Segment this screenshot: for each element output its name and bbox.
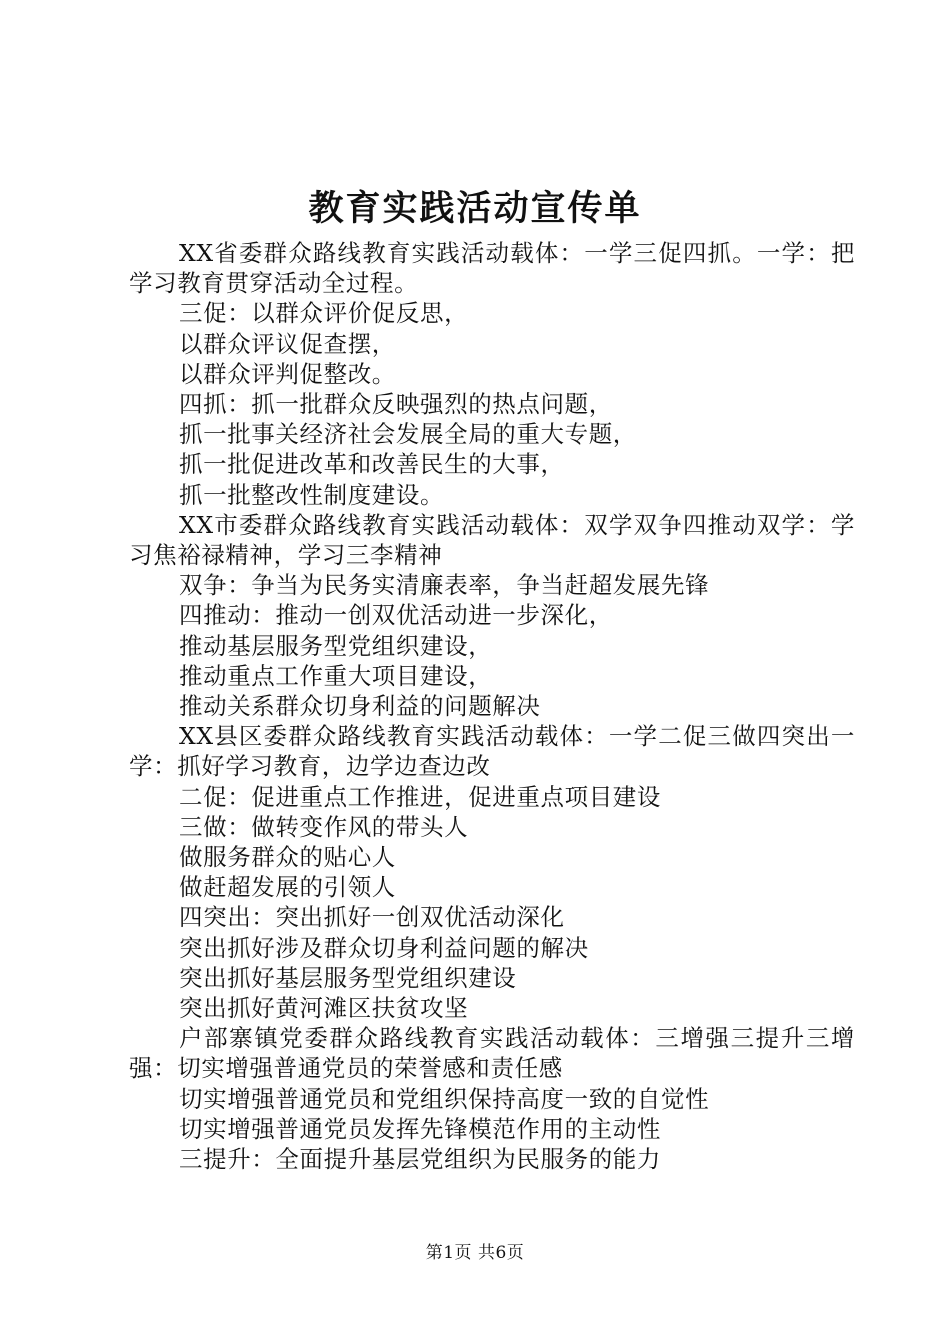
paragraph: 四突出：突出抓好一创双优活动深化	[179, 903, 565, 932]
paragraph: 切实增强普通党员和党组织保持高度一致的自觉性	[179, 1084, 710, 1113]
document-title: 教育实践活动宣传单	[308, 188, 642, 229]
paragraph: 突出抓好涉及群众切身利益问题的解决	[179, 933, 589, 962]
paragraph: 三促：以群众评价促反思，	[179, 299, 469, 328]
document-body	[129, 238, 855, 1174]
paragraph: XX省委群众路线教育实践活动载体：一学三促四抓。一学：把学习教育贯穿活动全过程。	[129, 239, 855, 298]
paragraph: 四推动：推动一创双优活动进一步深化，	[179, 601, 613, 630]
paragraph: 三做：做转变作风的带头人	[179, 812, 469, 841]
paragraph: XX县区委群众路线教育实践活动载体：一学二促三做四突出一学：抓好学习教育，边学边查边改	[129, 722, 855, 781]
paragraph: 四抓：抓一批群众反映强烈的热点问题，	[179, 390, 613, 419]
paragraph: 推动关系群众切身利益的问题解决	[179, 692, 541, 721]
paragraph: 突出抓好黄河滩区扶贫攻坚	[179, 994, 469, 1023]
paragraph: 切实增强普通党员发挥先锋模范作用的主动性	[179, 1114, 661, 1143]
paragraph: 做服务群众的贴心人	[179, 843, 396, 872]
paragraph: 三提升：全面提升基层党组织为民服务的能力	[179, 1145, 661, 1174]
paragraph: 以群众评判促整改。	[179, 359, 396, 388]
paragraph: 双争：争当为民务实清廉表率，争当赶超发展先锋	[179, 571, 710, 600]
paragraph: XX市委群众路线教育实践活动载体：双学双争四推动双学：学习焦裕禄精神，学习三李精神	[129, 510, 855, 570]
paragraph: 做赶超发展的引领人	[179, 873, 396, 902]
paragraph: 抓一批整改性制度建设。	[179, 480, 445, 509]
paragraph: 抓一批事关经济社会发展全局的重大专题，	[179, 420, 637, 449]
paragraph: 抓一批促进改革和改善民生的大事，	[179, 450, 565, 479]
paragraph: 推动基层服务型党组织建设，	[179, 631, 493, 660]
paragraph: 以群众评议促查摆，	[179, 329, 396, 358]
paragraph: 突出抓好基层服务型党组织建设	[179, 963, 517, 992]
paragraph: 推动重点工作重大项目建设，	[179, 661, 493, 690]
paragraph: 户部寨镇党委群众路线教育实践活动载体：三增强三提升三增强：切实增强普通党员的荣誉感和责任感	[129, 1024, 855, 1083]
page-footer: 第1页 共6页	[425, 1243, 525, 1263]
paragraph: 二促：促进重点工作推进，促进重点项目建设	[179, 782, 661, 811]
